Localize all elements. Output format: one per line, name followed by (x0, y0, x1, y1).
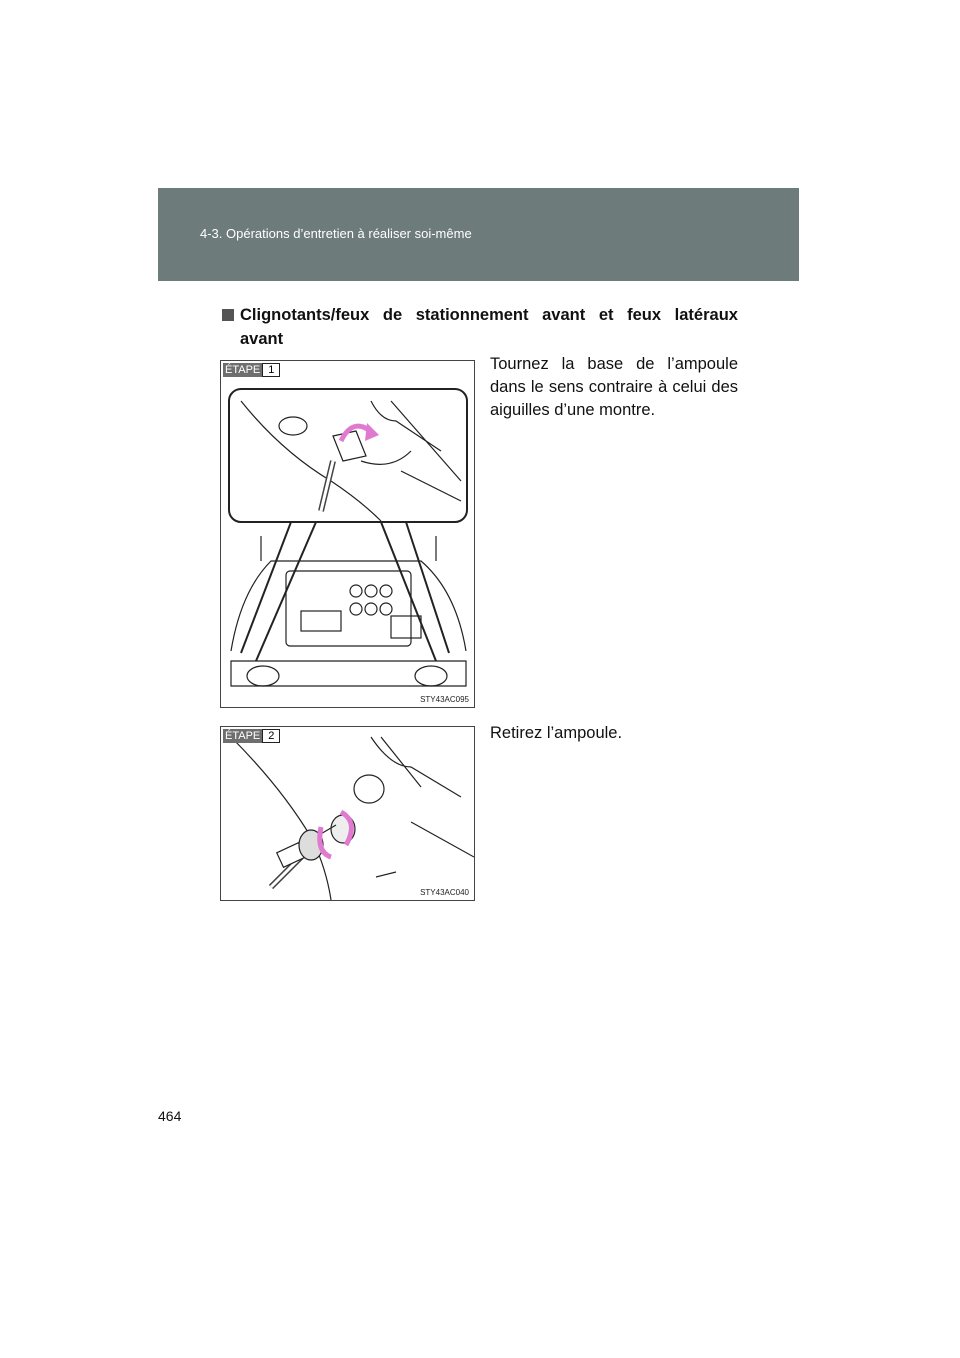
step-1-label: ÉTAPE 1 (223, 363, 280, 377)
step-2-text: Retirez l’ampoule. (490, 724, 623, 742)
section-title: 4-3. Opérations d’entretien à réaliser soi-même (200, 226, 472, 241)
heading-line-2: avant (240, 330, 284, 348)
figure-code: STY43AC040 (420, 888, 469, 897)
step-2-label: ÉTAPE 2 (223, 729, 280, 743)
heading-word-4: avant (542, 306, 586, 324)
heading-word-5: et (598, 306, 614, 324)
heading-word-6: feux (627, 306, 662, 324)
step-2-figure (220, 726, 475, 901)
engine-bay-illustration (221, 361, 474, 707)
heading-word-2: de (382, 306, 403, 324)
section-heading (222, 303, 738, 351)
heading-word-3: stationnement (415, 306, 529, 324)
bulb-removal-illustration (221, 727, 474, 900)
heading-word-7: latéraux (674, 306, 738, 324)
heading-word-1: Clignotants/feux (222, 303, 369, 327)
step-1-text: Tournez la base de l’ampoule dans le sens contraire à celui des aiguilles d’une montre. (490, 355, 738, 419)
heading-line-1 (222, 303, 738, 327)
figure-code: STY43AC095 (420, 695, 469, 704)
square-bullet-icon (222, 309, 234, 321)
page-number: 464 (158, 1108, 182, 1124)
step-1-figure (220, 360, 475, 708)
